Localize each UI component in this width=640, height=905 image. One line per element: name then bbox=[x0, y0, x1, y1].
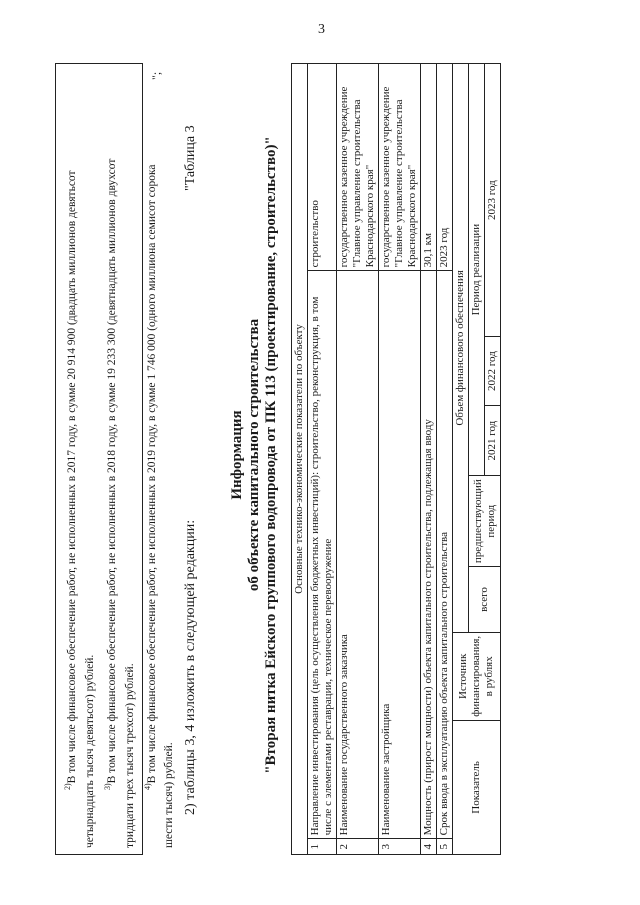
row-label: Направление инвестирования (цель осуществления бюджетных инвестиций): строительство, реконструкция, в том числе с элементами реставрации, техническое перевооружение bbox=[308, 271, 337, 839]
year-header: 2021 год bbox=[485, 405, 501, 475]
title-line-3: "Вторая нитка Ейского группового водопровода от ПК 113 (проектирование, строительство)" bbox=[263, 136, 279, 774]
footnote-4: $^{4)}$В том числе финансовое обеспечение работ, не исполненных в 2019 году, в сумме 1 746 000 (одного миллиона семисот сорока bbox=[142, 164, 158, 790]
footnote-2-cont: четырнадцать тысяч девятьсот) рублей. bbox=[83, 654, 96, 848]
row-value: государственное казенное учреждение "Главное управление строительства Краснодарского края" bbox=[337, 64, 379, 271]
object-info-table bbox=[291, 63, 501, 855]
indicator-header: Показатель bbox=[453, 720, 501, 854]
row-number: 1 bbox=[308, 839, 337, 855]
title-line-2: об объекте капитального строительства bbox=[246, 318, 262, 592]
row-number: 4 bbox=[421, 839, 437, 855]
footnote-box bbox=[55, 63, 176, 855]
row-value: строительство bbox=[308, 64, 337, 271]
row-number: 2 bbox=[337, 839, 379, 855]
title-line-1: Информация bbox=[229, 410, 245, 500]
table-row bbox=[421, 64, 437, 855]
amendment-item: 2) таблицы 3, 4 изложить в следующей редакции: bbox=[183, 519, 198, 815]
period-header: Период реализации bbox=[469, 64, 485, 476]
landscape-content bbox=[45, 55, 635, 855]
volume-header: Объем финансового обеспечения bbox=[453, 64, 469, 633]
table-section-header-row bbox=[292, 64, 308, 855]
page-number: 3 bbox=[318, 22, 325, 37]
row-label: Мощность (прирост мощности) объекта капитального строительства, подлежащая вводу bbox=[421, 271, 437, 839]
table-row bbox=[379, 64, 421, 855]
year-header: 2023 год bbox=[485, 64, 501, 337]
row-value: 30,1 км bbox=[421, 64, 437, 271]
row-value: 2023 год bbox=[437, 64, 453, 271]
row-label: Наименование застройщика bbox=[379, 271, 421, 839]
previous-period-header: предшествующий период bbox=[469, 476, 501, 567]
row-label: Наименование государственного заказчика bbox=[337, 271, 379, 839]
total-header: всего bbox=[469, 567, 501, 633]
table-label: "Таблица 3 bbox=[183, 125, 198, 191]
row-label: Срок ввода в эксплуатацию объекта капитального строительства bbox=[437, 271, 453, 839]
table-row bbox=[437, 64, 453, 855]
table-row bbox=[337, 64, 379, 855]
funding-header-row-1 bbox=[453, 64, 469, 855]
footnote-3-cont: тридцати трех тысяч трехсот) рублей. bbox=[123, 663, 136, 848]
footnote-4-cont: шести тысяч) рублей. bbox=[163, 742, 176, 848]
table-row bbox=[308, 64, 337, 855]
footnote-3: $^{3)}$В том числе финансовое обеспечение работ, не исполненных в 2018 году, в сумме 19 233 300 (девятнадцать миллионов двухсот bbox=[102, 158, 118, 790]
row-number: 5 bbox=[437, 839, 453, 855]
row-value: государственное казенное учреждение "Главное управление строительства Краснодарского края" bbox=[379, 64, 421, 271]
source-header: Источник финансирования, в рублях bbox=[453, 632, 501, 720]
closing-quote: "; bbox=[149, 71, 163, 80]
document-title bbox=[229, 55, 280, 855]
year-header: 2022 год bbox=[485, 337, 501, 406]
table-section-header: Основные технико-экономические показатели по объекту bbox=[292, 64, 308, 855]
row-number: 3 bbox=[379, 839, 421, 855]
footnote-2: $^{2)}$В том числе финансовое обеспечение работ, не исполненных в 2017 году, в сумме 20 914 900 (двадцать миллионов девятьсот bbox=[63, 170, 78, 790]
